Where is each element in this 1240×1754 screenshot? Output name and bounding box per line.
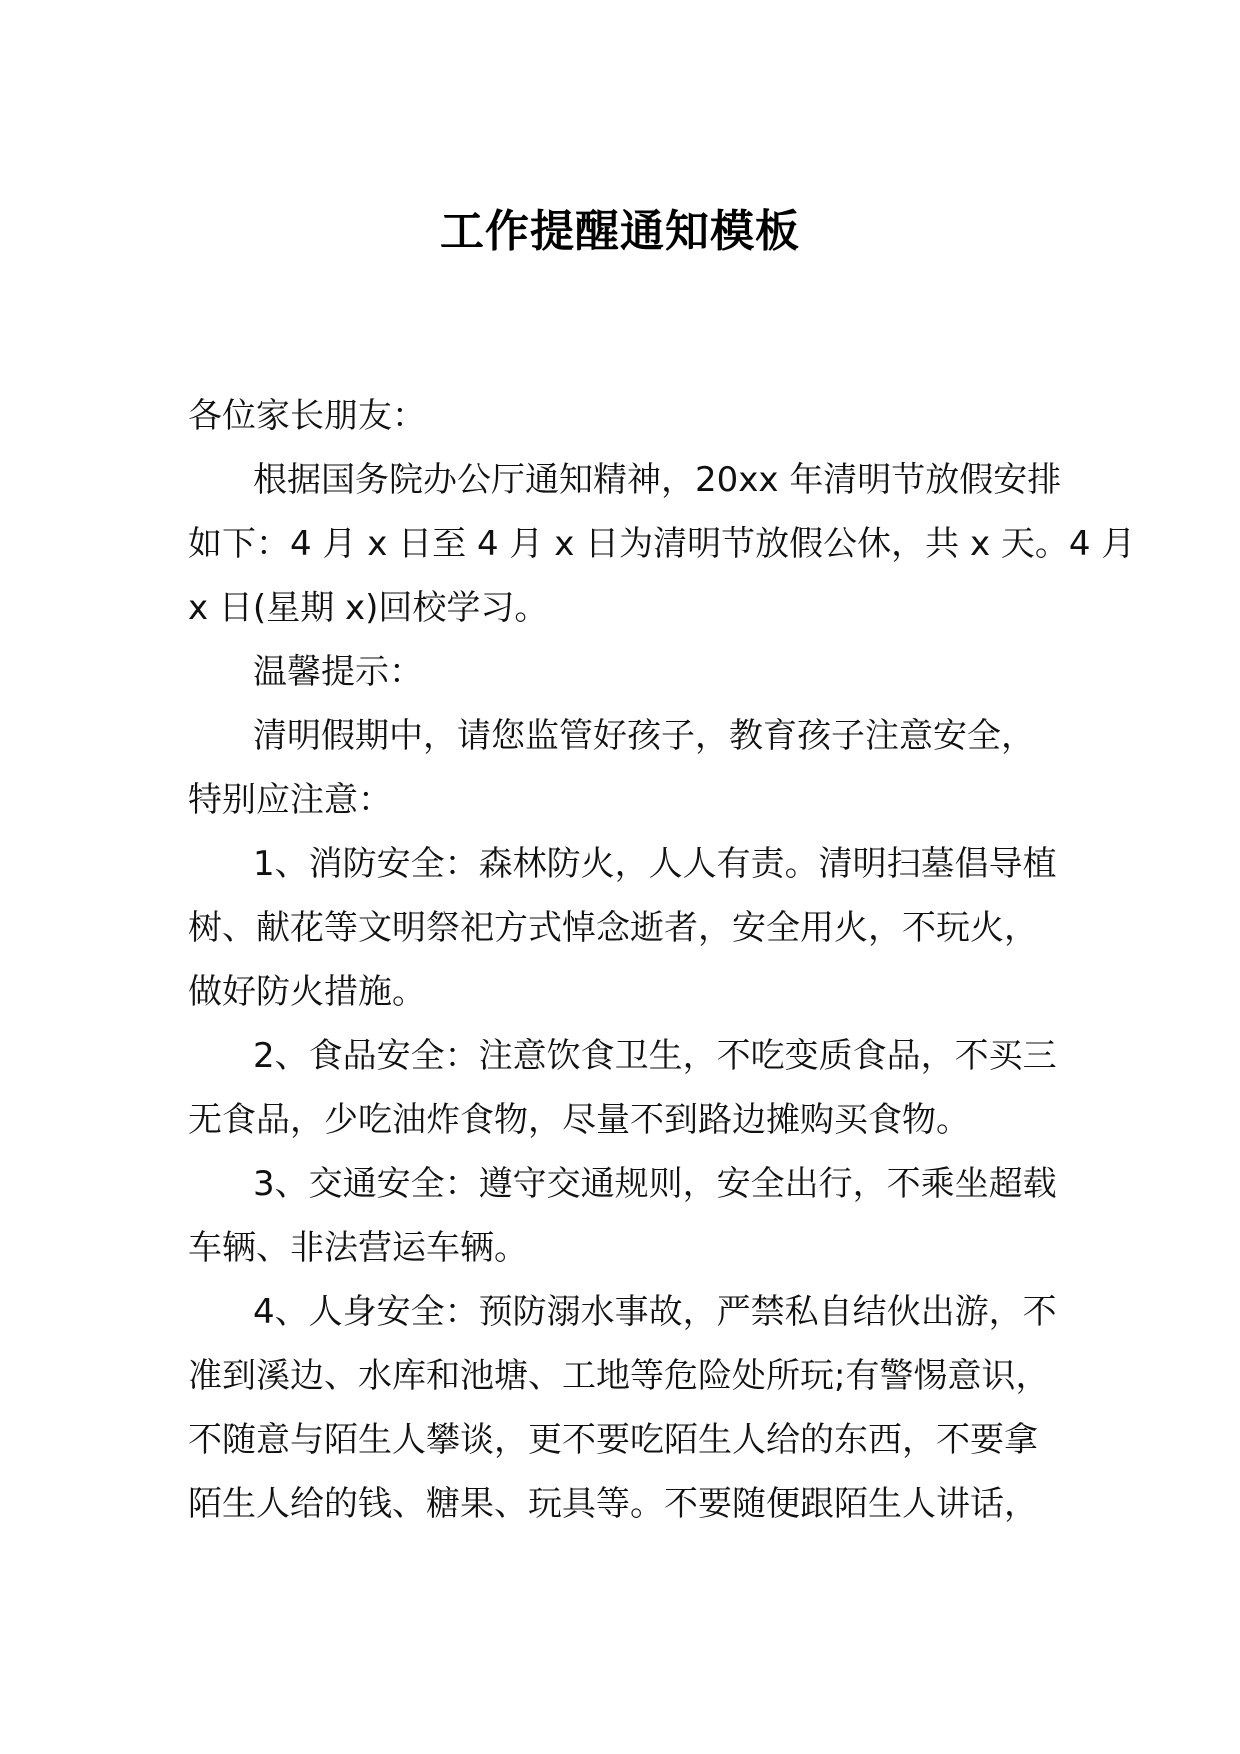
list-item-line: 准到溪边、水库和池塘、工地等危险处所玩;有警惕意识， [188, 1356, 1050, 1396]
body-line: x 日(星期 x)回校学习。 [188, 588, 549, 628]
list-item-line: 4、人身安全：预防溺水事故，严禁私自结伙出游，不 [253, 1292, 1057, 1332]
list-item-line: 3、交通安全：遵守交通规则，安全出行，不乘坐超载 [253, 1164, 1057, 1204]
body-line: 清明假期中，请您监管好孩子，教育孩子注意安全， [253, 716, 1035, 756]
body-line: 根据国务院办公厅通知精神，20xx 年清明节放假安排 [253, 460, 1062, 500]
body-line: 特别应注意： [188, 780, 392, 820]
list-item-line: 树、献花等文明祭祀方式悼念逝者，安全用火，不玩火， [188, 908, 1038, 948]
document-title: 工作提醒通知模板 [440, 206, 800, 257]
body-line: 如下：4 月 x 日至 4 月 x 日为清明节放假公休，共 x 天。4 月 [188, 524, 1136, 564]
list-item-line: 陌生人给的钱、糖果、玩具等。不要随便跟陌生人讲话， [188, 1484, 1038, 1524]
list-item-line: 车辆、非法营运车辆。 [188, 1228, 528, 1268]
list-item-line: 无食品，少吃油炸食物，尽量不到路边摊购买食物。 [188, 1100, 970, 1140]
list-item-line: 2、食品安全：注意饮食卫生，不吃变质食品，不买三 [253, 1036, 1057, 1076]
list-item-line: 做好防火措施。 [188, 972, 426, 1012]
list-item-line: 1、消防安全：森林防火，人人有责。清明扫墓倡导植 [253, 844, 1057, 884]
tips-heading: 温馨提示： [253, 652, 423, 692]
salutation-line: 各位家长朋友： [188, 396, 426, 436]
list-item-line: 不随意与陌生人攀谈，更不要吃陌生人给的东西，不要拿 [188, 1420, 1038, 1460]
